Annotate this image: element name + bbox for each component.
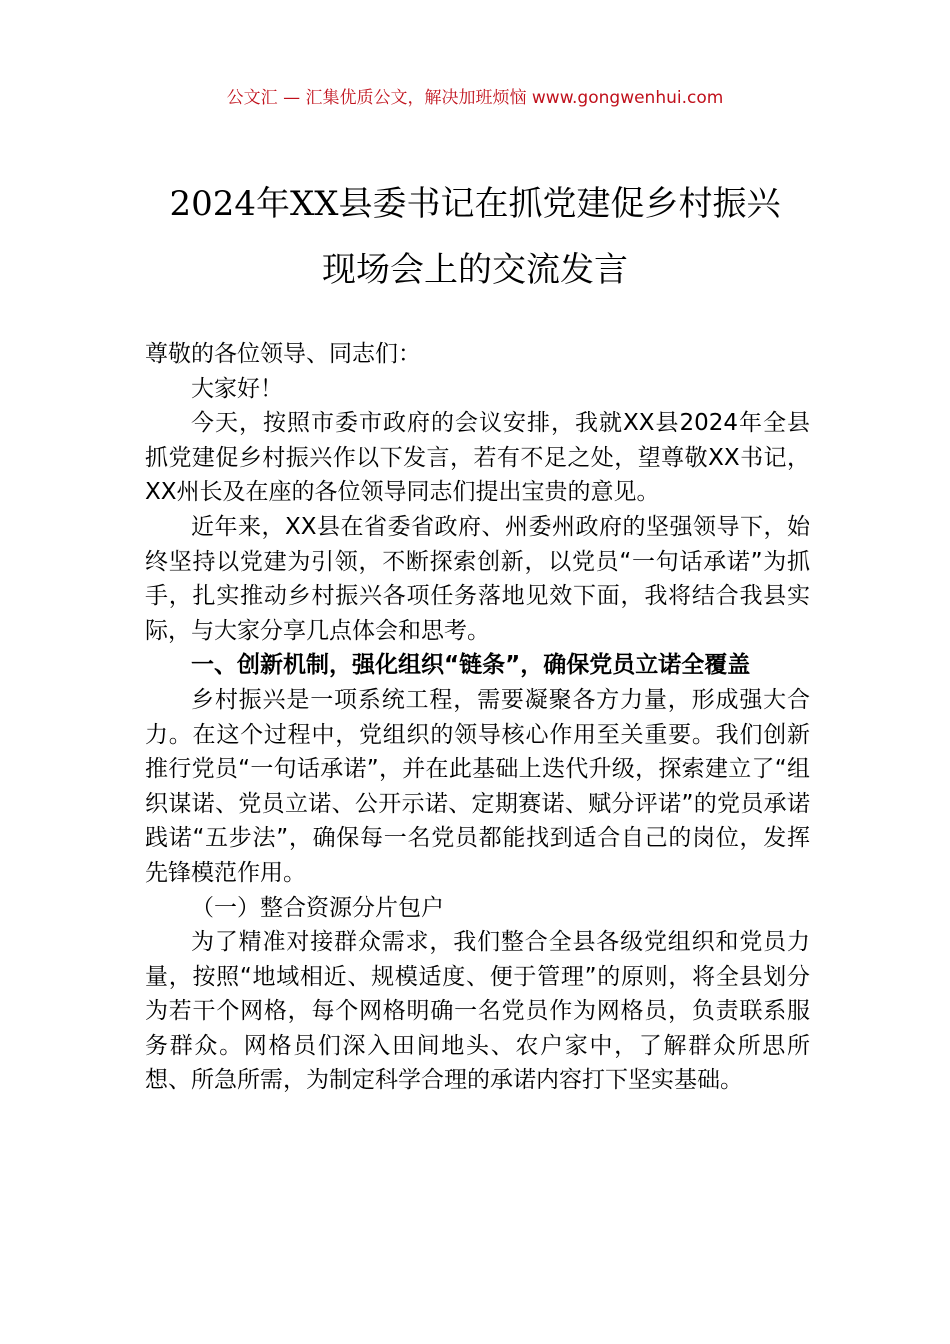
salutation: 尊敬的各位领导、同志们：: [145, 341, 421, 367]
subsection-paragraph-1: 为了精准对接群众需求，我们整合全县各级党组织和党员力量，按照“地域相近、规模适度、便于管理”的原则，将全县划分为若干个网格，每个网格明确一名党员作为网格员，负责联系服务群众。网格员们深入田间地头、农户家中，了解群众所思所想、所急所需，为制定科学合理的承诺内容打下坚实基础。: [145, 929, 810, 1094]
subsection-heading-1: （一）整合资源分片包户: [191, 894, 444, 921]
document-body: [145, 337, 810, 1098]
document-title-line2: 现场会上的交流发言: [322, 250, 628, 290]
section-heading-1: 一、创新机制，强化组织“链条”，确保党员立诺全覆盖: [191, 652, 751, 679]
section-paragraph-1: 乡村振兴是一项系统工程，需要凝聚各方力量，形成强大合力。在这个过程中，党组织的领导核心作用至关重要。我们创新推行党员“一句话承诺”，并在此基础上迭代升级，探索建立了“组织谋诺、党员立诺、公开示诺、定期赛诺、赋分评诺”的党员承诺践诺“五步法”，确保每一名党员都能找到适合自己的岗位，发挥先锋模范作用。: [145, 686, 810, 886]
greeting: 大家好！: [191, 375, 283, 402]
header-banner[interactable]: 公文汇 — 汇集优质公文，解决加班烦恼 www.gongwenhui.com: [226, 88, 724, 108]
paragraph-background: 近年来，XX县在省委省政府、州委州政府的坚强领导下，始终坚持以党建为引领，不断探索创新，以党员“一句话承诺”为抓手，扎实推动乡村振兴各项任务落地见效下面，我将结合我县实际，与大家分享几点体会和思考。: [145, 513, 810, 644]
document-title-line1: 2024年XX县委书记在抓党建促乡村振兴: [169, 184, 781, 224]
paragraph-intro: 今天，按照市委市政府的会议安排，我就XX县2024年全县抓党建促乡村振兴作以下发言，若有不足之处，望尊敬XX书记，XX州长及在座的各位领导同志们提出宝贵的意见。: [145, 410, 810, 506]
